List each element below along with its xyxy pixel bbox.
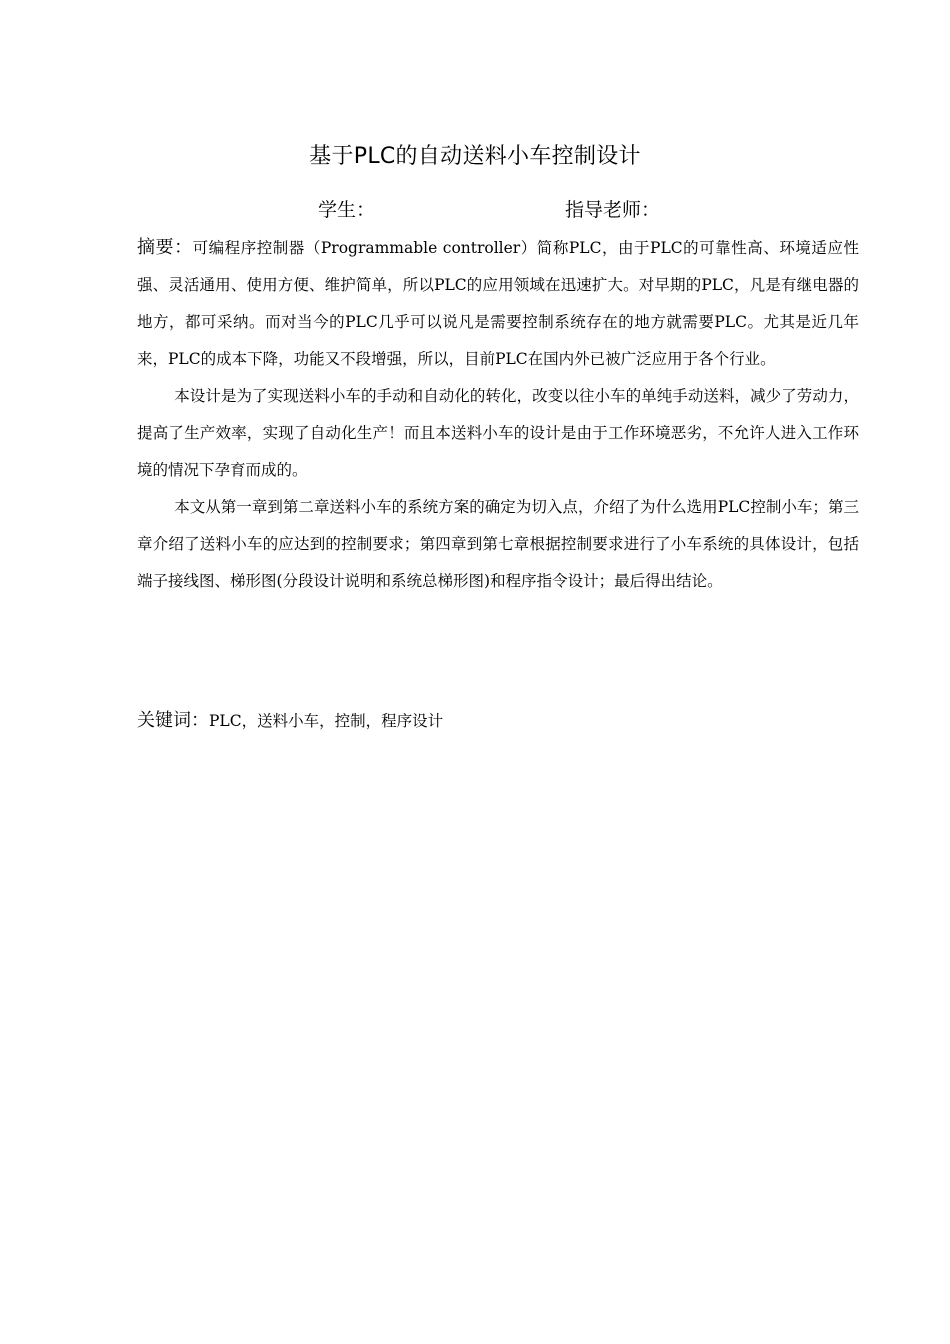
abstract-paragraph-2: 本设计是为了实现送料小车的手动和自动化的转化，改变以往小车的单纯手动送料，减少了劳动力，提高了生产效率，实现了自动化生产！而且本送料小车的设计是由于工作环境恶劣，不允许人进入工作环境的情况下孕育而成的。 [137,387,859,479]
keywords-line [137,702,859,740]
document-title: 基于PLC的自动送料小车控制设计 [309,144,641,169]
abstract-paragraph-1 [137,229,859,378]
abstract-label: 摘要： [137,237,193,258]
student-label: 学生： [318,199,376,221]
advisor-label: 指导老师： [565,199,661,221]
keywords-text: PLC，送料小车，控制，程序设计 [209,712,444,730]
abstract-section [137,229,859,600]
abstract-paragraph-1-text: 可编程序控制器（Programmable controller）简称PLC，由于PLC的可靠性高、环境适应性强、灵活通用、使用方便、维护简单，所以PLC的应用领域在迅速扩大。对早期的PLC，凡是有继电器的地方，都可采纳。而对当今的PLC几乎可以说凡是需要控制系统存在的地方就需要PLC。尤其是近几年来，PLC的成本下降，功能又不段增强，所以，目前PLC在国内外已被广泛应用于各个行业。 [137,239,859,368]
author-line [0,193,950,227]
keywords-label: 关键词： [137,710,209,731]
abstract-paragraph-3: 本文从第一章到第二章送料小车的系统方案的确定为切入点，介绍了为什么选用PLC控制小车；第三章介绍了送料小车的应达到的控制要求；第四章到第七章根据控制要求进行了小车系统的具体设计，包括端子接线图、梯形图(分段设计说明和系统总梯形图)和程序指令设计；最后得出结论。 [137,498,859,590]
